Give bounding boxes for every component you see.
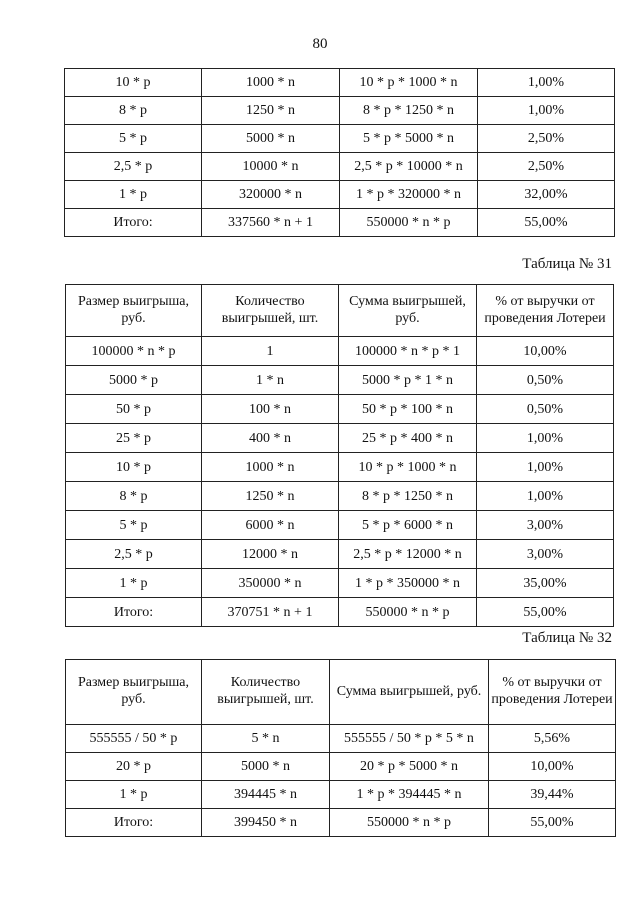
prize-count-cell: 1: [202, 337, 339, 366]
header-prize-count: Количество выигрышей, шт.: [202, 660, 330, 725]
prize-size-cell: 5 * р: [65, 125, 202, 153]
prize-count-cell: 350000 * n: [202, 569, 339, 598]
page-number: 80: [312, 36, 328, 52]
revenue-percent-cell: 2,50%: [478, 125, 615, 153]
prize-count-cell: 12000 * n: [202, 540, 339, 569]
revenue-percent-cell: 3,00%: [477, 540, 614, 569]
prize-sum-cell: 555555 / 50 * р * 5 * n: [330, 725, 489, 753]
prize-size-cell: Итого:: [66, 598, 202, 627]
table-31-header-row: [66, 285, 614, 337]
prize-size-cell: 2,5 * р: [65, 153, 202, 181]
prize-size-cell: 555555 / 50 * р: [66, 725, 202, 753]
table-31: [65, 284, 614, 627]
prize-sum-cell: 2,5 * р * 10000 * n: [340, 153, 478, 181]
prize-size-cell: 5000 * р: [66, 366, 202, 395]
total-row: [65, 209, 615, 237]
prize-sum-cell: 8 * р * 1250 * n: [340, 97, 478, 125]
prize-sum-cell: 10 * р * 1000 * n: [339, 453, 477, 482]
prize-size-cell: 1 * р: [65, 181, 202, 209]
table-31-caption: Таблица № 31: [522, 256, 612, 272]
prize-sum-cell: 5000 * р * 1 * n: [339, 366, 477, 395]
prize-count-cell: 394445 * n: [202, 781, 330, 809]
prize-size-cell: 1 * р: [66, 781, 202, 809]
prize-size-cell: 8 * р: [66, 482, 202, 511]
table-row: [66, 781, 616, 809]
revenue-percent-cell: 0,50%: [477, 366, 614, 395]
table-row: [66, 482, 614, 511]
revenue-percent-cell: 5,56%: [489, 725, 616, 753]
table-row: [66, 337, 614, 366]
revenue-percent-cell: 32,00%: [478, 181, 615, 209]
table-32-header-row: [66, 660, 616, 725]
table-row: [66, 540, 614, 569]
prize-size-cell: 20 * р: [66, 753, 202, 781]
prize-count-cell: 337560 * n + 1: [202, 209, 340, 237]
prize-count-cell: 400 * n: [202, 424, 339, 453]
prize-sum-cell: 5 * р * 5000 * n: [340, 125, 478, 153]
prize-size-cell: 50 * р: [66, 395, 202, 424]
prize-count-cell: 1250 * n: [202, 482, 339, 511]
revenue-percent-cell: 1,00%: [477, 424, 614, 453]
prize-sum-cell: 100000 * n * р * 1: [339, 337, 477, 366]
prize-size-cell: 5 * р: [66, 511, 202, 540]
prize-sum-cell: 10 * р * 1000 * n: [340, 69, 478, 97]
revenue-percent-cell: 35,00%: [477, 569, 614, 598]
prize-count-cell: 10000 * n: [202, 153, 340, 181]
revenue-percent-cell: 1,00%: [477, 453, 614, 482]
table-row: [66, 453, 614, 482]
prize-count-cell: 5000 * n: [202, 125, 340, 153]
header-prize-size: Размер выигрыша, руб.: [66, 285, 202, 337]
prize-sum-cell: 1 * р * 320000 * n: [340, 181, 478, 209]
prize-sum-cell: 550000 * n * р: [339, 598, 477, 627]
header-prize-sum: Сумма выигрышей, руб.: [339, 285, 477, 337]
prize-size-cell: 2,5 * р: [66, 540, 202, 569]
prize-count-cell: 1000 * n: [202, 69, 340, 97]
table-row: [66, 395, 614, 424]
revenue-percent-cell: 1,00%: [478, 69, 615, 97]
total-row: [66, 598, 614, 627]
prize-sum-cell: 1 * р * 394445 * n: [330, 781, 489, 809]
prize-count-cell: 6000 * n: [202, 511, 339, 540]
table-row: [66, 569, 614, 598]
table-row: [65, 125, 615, 153]
table-32-body: [66, 725, 616, 837]
revenue-percent-cell: 10,00%: [477, 337, 614, 366]
prize-size-cell: Итого:: [65, 209, 202, 237]
prize-size-cell: Итого:: [66, 809, 202, 837]
prize-size-cell: 8 * р: [65, 97, 202, 125]
revenue-percent-cell: 1,00%: [478, 97, 615, 125]
prize-size-cell: 1 * р: [66, 569, 202, 598]
table-row: [65, 97, 615, 125]
table-row: [66, 725, 616, 753]
table-row: [66, 511, 614, 540]
revenue-percent-cell: 10,00%: [489, 753, 616, 781]
prize-count-cell: 5000 * n: [202, 753, 330, 781]
prize-size-cell: 100000 * n * р: [66, 337, 202, 366]
prize-count-cell: 399450 * n: [202, 809, 330, 837]
prize-count-cell: 1 * n: [202, 366, 339, 395]
prize-size-cell: 10 * р: [66, 453, 202, 482]
revenue-percent-cell: 55,00%: [489, 809, 616, 837]
prize-size-cell: 25 * р: [66, 424, 202, 453]
prize-count-cell: 370751 * n + 1: [202, 598, 339, 627]
continued-prize-table: [64, 68, 615, 237]
table-32: [65, 659, 616, 837]
revenue-percent-cell: 55,00%: [477, 598, 614, 627]
total-row: [66, 809, 616, 837]
revenue-percent-cell: 3,00%: [477, 511, 614, 540]
table-row: [66, 424, 614, 453]
prize-sum-cell: 50 * р * 100 * n: [339, 395, 477, 424]
prize-sum-cell: 8 * р * 1250 * n: [339, 482, 477, 511]
revenue-percent-cell: 2,50%: [478, 153, 615, 181]
table-32-caption: Таблица № 32: [522, 630, 612, 646]
continued-prize-table-body: [65, 69, 615, 237]
table-31-body: [66, 337, 614, 627]
header-revenue-percent: % от выручки от проведения Лотереи: [477, 285, 614, 337]
header-prize-count: Количество выигрышей, шт.: [202, 285, 339, 337]
table-row: [65, 181, 615, 209]
table-row: [66, 366, 614, 395]
prize-count-cell: 5 * n: [202, 725, 330, 753]
prize-sum-cell: 20 * р * 5000 * n: [330, 753, 489, 781]
prize-sum-cell: 550000 * n * р: [330, 809, 489, 837]
prize-size-cell: 10 * р: [65, 69, 202, 97]
prize-count-cell: 100 * n: [202, 395, 339, 424]
revenue-percent-cell: 1,00%: [477, 482, 614, 511]
prize-sum-cell: 1 * р * 350000 * n: [339, 569, 477, 598]
header-revenue-percent: % от выручки от проведения Лотереи: [489, 660, 616, 725]
prize-count-cell: 1000 * n: [202, 453, 339, 482]
revenue-percent-cell: 39,44%: [489, 781, 616, 809]
prize-sum-cell: 2,5 * р * 12000 * n: [339, 540, 477, 569]
revenue-percent-cell: 0,50%: [477, 395, 614, 424]
prize-count-cell: 1250 * n: [202, 97, 340, 125]
table-row: [66, 753, 616, 781]
prize-sum-cell: 5 * р * 6000 * n: [339, 511, 477, 540]
prize-sum-cell: 550000 * n * р: [340, 209, 478, 237]
prize-count-cell: 320000 * n: [202, 181, 340, 209]
revenue-percent-cell: 55,00%: [478, 209, 615, 237]
header-prize-sum: Сумма выигрышей, руб.: [330, 660, 489, 725]
prize-sum-cell: 25 * р * 400 * n: [339, 424, 477, 453]
table-row: [65, 153, 615, 181]
table-row: [65, 69, 615, 97]
header-prize-size: Размер выигрыша, руб.: [66, 660, 202, 725]
